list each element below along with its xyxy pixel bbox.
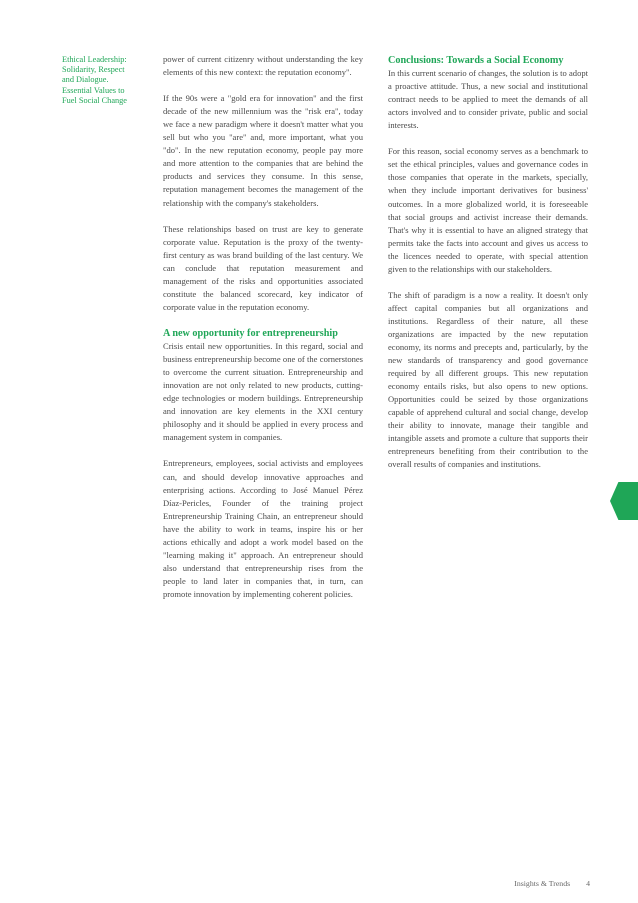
page-tab-marker xyxy=(610,482,638,520)
sidebar-line: Fuel Social Change xyxy=(62,95,127,105)
sidebar-line: Essential Values to xyxy=(62,85,125,95)
sidebar-title xyxy=(62,55,136,106)
page-footer xyxy=(470,879,590,888)
paragraph: Entrepreneurs, employees, social activists and employees can, and should develop innovative approaches and enterprising actions. According to José Manuel Pérez Díaz-Pericles, Founder of the training project Entrepreneurship Training Chain, an entrepreneur should have the ability to work in teams, inspire his or her actions ethically and adopt a work model based on the "learning making it" approach. An entrepreneur should also understand that entrepreneurship rises from the people to land later in companies that, in turn, can promote innovation by implementing coherent policies. xyxy=(163,458,363,599)
paragraph: Crisis entail new opportunities. In this regard, social and business entrepreneurship become one of the cornerstones to overcome the current situation. Entrepreneurship and innovation are not only related to new products, cutting-edge technologies or modern buildings. Entrepreneurship and innovation are key elements in the XXI century philosophy and it should be applied in every process and management system in companies. xyxy=(163,341,363,443)
section-heading: A new opportunity for entrepreneurship xyxy=(163,327,338,339)
paragraph: These relationships based on trust are key to generate corporate value. Reputation is the proxy of the twenty-first century as was brand building of the last century. We can conclude that reputation measurement and management of the risks and opportunities associated constitute the balanced scorecard, key indicator of corporate value in the reputation economy. xyxy=(163,223,363,312)
sidebar-line: and Dialogue. xyxy=(62,75,109,85)
footer-section-label: Insights & Trends xyxy=(514,879,571,888)
paragraph: power of current citizenry without understanding the key elements of this new context: the reputation economy". xyxy=(163,54,363,78)
paragraph: For this reason, social economy serves as a benchmark to set the ethical principles, values and governance codes in those companies that operate in the markets, specially, when they include important derivatives for business' outcomes. In a more globalized world, it is foreseeable that social groups and activist increase their demands. That's why it is essential to have an aligned strategy that permits take the facts into account and gives us access to the licences needed to operate, with special attention given to the relationships with our stakeholders. xyxy=(388,146,588,274)
left-column xyxy=(163,53,363,614)
right-column xyxy=(388,53,588,485)
section-heading: Conclusions: Towards a Social Economy xyxy=(388,55,564,66)
sidebar-line: Ethical Leadership: xyxy=(62,55,127,64)
paragraph: The shift of paradigm is a now a reality. It doesn't only affect capital companies but all organizations and institutions. Regardless of their nature, all these organizations are impacted by the new reputation economy, its norms and precepts and, particularly, by the new standards of transparency and good governance required by all different groups. This new reputation economy entails risks, but also opens to new options. Opportunities could be seized by those organizations capable of apprehend cultural and social change, develop their ability to innovate, manage their tangible and intangible assets and promote a culture that supports their entrepreneurs benefiting from their contribution to the overall results of companies and institutions. xyxy=(388,289,588,470)
paragraph: If the 90s were a "gold era for innovation" and the first decade of the new millennium was the "risk era", today we face a new paradigm where it doesn't matter what you sell but who you "are" and, more important, what you "do". In the new reputation economy, people pay more and more attention to the companies that are behind the products and services they consume. In this sense, reputation management becomes the management of the relationship with the company's stakeholders. xyxy=(163,93,363,208)
paragraph: In this current scenario of changes, the solution is to adopt a proactive attitude. Thus, a new social and institutional contract needs to be applied to meet the demands of all actors involved and to consider private, public and social interests. xyxy=(388,68,588,131)
sidebar-line: Solidarity, Respect xyxy=(62,65,125,75)
page-number: 4 xyxy=(586,879,590,888)
